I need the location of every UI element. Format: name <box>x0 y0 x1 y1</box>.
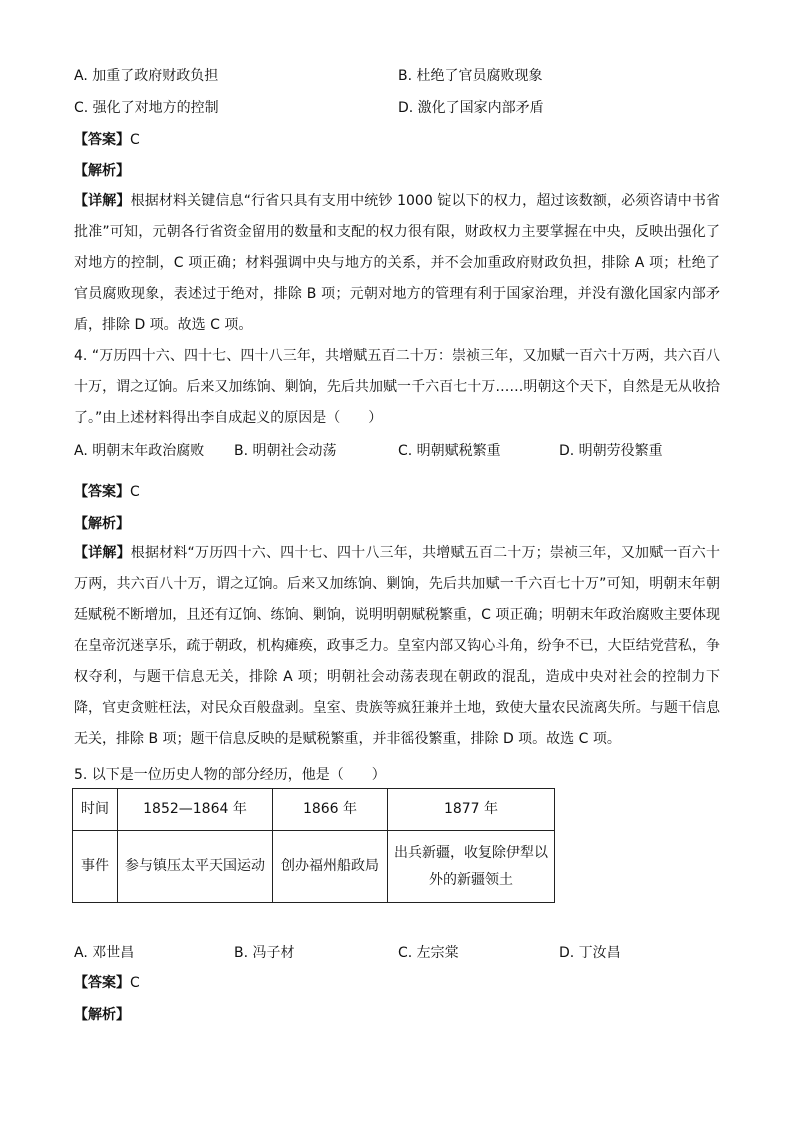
q5-option-c[interactable]: C. 左宗棠 <box>398 945 459 961</box>
q4-analysis-tag: 【解析】 <box>74 516 130 532</box>
q3-detail-text: 根据材料关键信息“行省只具有支用中统钞 1000 锭以下的权力，超过该数额，必须咨请中书省批准”可知，元朝各行省资金留用的数量和支配的权力很有限，财政权力主要掌握在中央，反映出强化了对地方的控制，C 项正确；材料强调中央与地方的关系，并不会加重政府财政负担，排除 A 项；杜绝了官员腐败现象，表述过于绝对，排除 B 项；元朝对地方的管理有利于国家治理，并没有激化国家内部矛盾，排除 D 项。故选 C 项。 <box>74 193 721 333</box>
q5-answer-value: C <box>130 975 140 991</box>
q3-detail-paragraph <box>74 186 720 341</box>
q5-stem: 5. 以下是一位历史人物的部分经历，他是（ ） <box>74 767 386 783</box>
q3-analysis-tag: 【解析】 <box>74 163 130 179</box>
q4-option-a[interactable]: A. 明朝末年政治腐败 <box>74 443 205 459</box>
q5-option-b[interactable]: B. 冯子材 <box>234 945 295 961</box>
q4-answer <box>74 482 720 502</box>
table-year-3: 1877 年 <box>388 789 555 831</box>
biography-table <box>72 788 555 903</box>
table-header-event: 事件 <box>73 831 118 903</box>
table-header-time: 时间 <box>73 789 118 831</box>
q3-option-d[interactable]: D. 激化了国家内部矛盾 <box>398 100 544 116</box>
q5-options-row <box>74 943 720 963</box>
q4-answer-tag: 【答案】 <box>74 484 130 500</box>
q4-detail-text: 根据材料“万历四十六、四十七、四十八三年，共增赋五百二十万；崇祯三年，又加赋一百六十万两，共六百八十万，谓之辽饷。后来又加练饷、剿饷，先后共加赋一千六百七十万”可知，明朝末年朝廷赋税不断增加，且还有辽饷、练饷、剿饷，说明明朝赋税繁重，C 项正确；明朝末年政治腐败主要体现在皇帝沉迷享乐，疏于朝政，机构瘫痪，政事乏力。皇室内部又钩心斗角，纷争不已，大臣结党营私，争权夺利，与题干信息无关，排除 A 项；明朝社会动荡表现在朝政的混乱，造成中央对社会的控制力下降，官吏贪赃枉法，对民众百般盘剥。皇室、贵族等疯狂兼并土地，致使大量农民流离失所。与题干信息无关，排除 B 项；题干信息反映的是赋税繁重，并非徭役繁重，排除 D 项。故选 C 项。 <box>74 545 720 747</box>
q4-detail-tag: 【详解】 <box>74 545 131 561</box>
q3-option-c[interactable]: C. 强化了对地方的控制 <box>74 100 219 116</box>
table-row <box>73 789 555 831</box>
q3-option-a[interactable]: A. 加重了政府财政负担 <box>74 68 219 84</box>
q5-option-a[interactable]: A. 邓世昌 <box>74 945 135 961</box>
q4-option-d[interactable]: D. 明朝劳役繁重 <box>559 443 663 459</box>
q5-answer <box>74 973 720 993</box>
q3-detail-tag: 【详解】 <box>74 193 131 209</box>
table-event-2: 创办福州船政局 <box>273 831 388 903</box>
q3-options-row-1 <box>74 66 720 86</box>
q5-option-d[interactable]: D. 丁汝昌 <box>559 945 621 961</box>
q4-option-c[interactable]: C. 明朝赋税繁重 <box>398 443 501 459</box>
q3-options-row-2 <box>74 98 720 118</box>
q3-option-b[interactable]: B. 杜绝了官员腐败现象 <box>398 68 543 84</box>
q4-options-row <box>74 441 720 461</box>
table-event-3: 出兵新疆，收复除伊犁以外的新疆领土 <box>388 831 555 903</box>
q4-stem: 4. “万历四十六、四十七、四十八三年，共增赋五百二十万：崇祯三年，又加赋一百六十万两，共六百八十万，谓之辽饷。后来又加练饷、剿饷，先后共加赋一千六百七十万……明朝这个天下，自然是无从收拾了。”由上述材料得出李自成起义的原因是（ ） <box>74 348 720 426</box>
q4-detail-paragraph <box>74 538 720 755</box>
q3-answer-value: C <box>130 132 140 148</box>
table-year-2: 1866 年 <box>273 789 388 831</box>
table-event-1: 参与镇压太平天国运动 <box>118 831 273 903</box>
q3-answer-tag: 【答案】 <box>74 132 130 148</box>
q3-answer <box>74 130 720 150</box>
q4-answer-value: C <box>130 484 140 500</box>
q5-answer-tag: 【答案】 <box>74 975 130 991</box>
table-row <box>73 831 555 903</box>
q4-option-b[interactable]: B. 明朝社会动荡 <box>234 443 337 459</box>
table-year-1: 1852—1864 年 <box>118 789 273 831</box>
q5-analysis-tag: 【解析】 <box>74 1007 130 1023</box>
